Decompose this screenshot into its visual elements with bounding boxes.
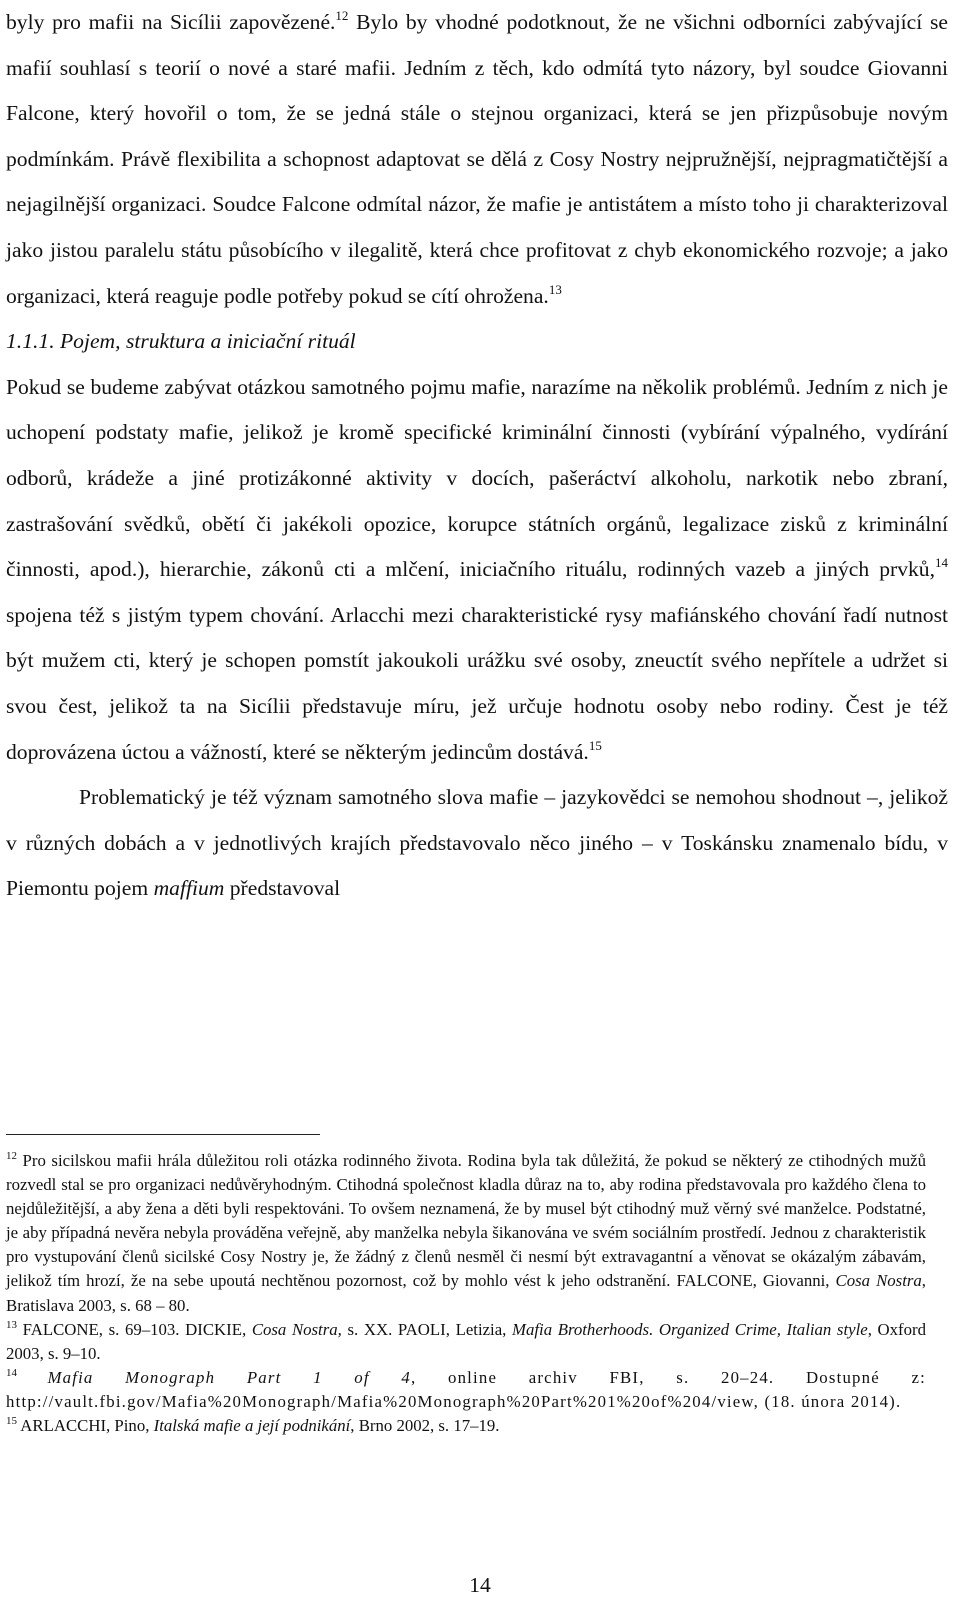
footnote-13-italic-a: Cosa Nostra, bbox=[251, 1319, 342, 1339]
footnote-12 bbox=[6, 1149, 926, 1318]
section-heading: 1.1.1. Pojem, struktura a iniciační rituál bbox=[6, 329, 356, 354]
paragraph-1-text-b: Bylo by vhodné podotknout, že ne všichni odborníci zabývající se mafií souhlasí s teorií o nové a staré mafii. Jedním z těch, kdo odmítá tyto názory, byl soudce Giovanni Falcone, který hovořil o tom, že se jedná stále o stejnou organizaci, která se jen přizpůsobuje novým podmínkám. Právě flexibilita a schopnost adaptovat se dělá z Cosy Nostry nejpružnější, nejpragmatičtější a nejagilnější organizaci. Soudce Falcone odmítal názor, že mafie je antistátem a místo toho ji charakterizoval jako jistou paralelu státu působícího v ilegalitě, která chce profitovat z chyb ekonomického rozvoje; a jako organizaci, která reaguje podle potřeby pokud se cítí ohrožena. bbox=[6, 10, 948, 308]
footnote-15-italic: Italská mafie a její podnikání bbox=[153, 1416, 351, 1436]
footnotes bbox=[6, 1149, 926, 1438]
paragraph-3 bbox=[6, 775, 948, 912]
footnote-14 bbox=[6, 1366, 926, 1414]
footnote-number-15: 15 bbox=[6, 1415, 17, 1428]
footnote-ref-13[interactable]: 13 bbox=[548, 281, 562, 297]
paragraph-3-text-a: Problematický je též význam samotného slova mafie – jazykovědci se nemohou shodnout –, jelikož v různých dobách a v jednotlivých krajích představovalo něco jiného – v Toskánsku znamenalo bídu, v Piemontu pojem bbox=[6, 785, 948, 901]
paragraph-1 bbox=[6, 0, 948, 319]
footnote-13 bbox=[6, 1318, 926, 1366]
footnote-number-13: 13 bbox=[6, 1318, 17, 1331]
paragraph-2 bbox=[6, 365, 948, 775]
footnote-ref-15[interactable]: 15 bbox=[588, 737, 602, 753]
footnote-separator bbox=[6, 1134, 320, 1135]
main-text bbox=[6, 0, 948, 912]
footnote-number-14: 14 bbox=[6, 1366, 17, 1379]
footnote-12-text-a: Pro sicilskou mafii hrála důležitou roli otázka rodinného života. Rodina byla tak důležitá, že pokud se některý ze ctihodných mužů rozvedl stal se pro organizaci nedůvěryhodným. Ctihodná společnost kladla důraz na to, aby rodina představovala pro každého člena to nejdůležitější, a aby žena a děti byli respektováni. To ovšem neznamená, že by musel být ctihodný muž věrný své manželce. Podstatné, je aby případná nevěra nebyla prováděna veřejně, aby manželka nebyla šikanována ve svém sociálním prostředí. Jednou z charakteristik pro vystupování členů sicilské Cosy Nostry je, že žádný z členů nesměl či nesmí být extravagantní a věnovat se okázalým zábavám, jelikož tím hrozí, že na sebe upoutá nechtěnou pozornost, což by mohlo vést k jeho odstranění. FALCONE, Giovanni, bbox=[6, 1151, 926, 1291]
footnote-14-text[interactable]: , online archiv FBI, s. 20–24. Dostupné z: http://vault.fbi.gov/Mafia%20Monograph/Mafia%20Monograph%20Part%201%20of%204/view, (18. února 2014). bbox=[6, 1367, 927, 1411]
footnote-13-italic-b: Mafia Brotherhoods. Organized Crime, Italian style bbox=[512, 1319, 868, 1339]
footnote-13-text-b: s. XX. PAOLI, Letizia, bbox=[341, 1319, 512, 1339]
footnote-ref-14[interactable]: 14 bbox=[935, 555, 948, 571]
paragraph-2-text-a: Pokud se budeme zabývat otázkou samotného pojmu mafie, narazíme na několik problémů. Jedním z nich je uchopení podstaty mafie, jelikož je kromě specifické kriminální činnosti (vybírání výpalného, vydírání odborů, krádeže a jiné protizákonné aktivity v docích, pašeráctví alkoholu, narkotik nebo zbraní, zastrašování svědků, obětí či jakékoli opozice, korupce státních orgánů, legalizace zisků z kriminální činnosti, apod.), hierarchie, zákonů cti a mlčení, iniciačního rituálu, rodinných vazeb a jiných prvků, bbox=[6, 374, 948, 582]
paragraph-2-text-b: spojena též s jistým typem chování. Arlacchi mezi charakteristické rysy mafiánského chování řadí nutnost být mužem cti, který je schopen pomstít jakoukoli urážku své osoby, zneuctít svého nepřítele a udržet si svou čest, jelikož ta na Sicílii představuje míru, jež určuje hodnotu osoby nebo rodiny. Čest je též doprovázena úctou a vážností, které se některým jedincům dostává. bbox=[6, 602, 948, 764]
footnote-13-text-a: FALCONE, s. 69–103. DICKIE, bbox=[17, 1319, 252, 1339]
footnote-15-text-b: , Brno 2002, s. 17–19. bbox=[350, 1416, 500, 1436]
footnote-ref-12[interactable]: 12 bbox=[335, 8, 349, 23]
footnote-12-text-b: , Bratislava 2003, s. 68 – 80. bbox=[6, 1271, 926, 1315]
footnote-number-12: 12 bbox=[6, 1150, 17, 1162]
footnote-13-text-c: , Oxford 2003, s. 9–10. bbox=[6, 1319, 926, 1363]
page-body bbox=[6, 0, 948, 912]
paragraph-3-text-b: představoval bbox=[224, 876, 341, 901]
page-number: 14 bbox=[469, 1573, 491, 1597]
footnote-15-text-a: ARLACCHI, Pino, bbox=[17, 1416, 154, 1436]
paragraph-3-italic-term: maffium bbox=[153, 876, 225, 901]
paragraph-1-text-a: byly pro mafii na Sicílii zapovězené. bbox=[6, 10, 336, 34]
footnote-15 bbox=[6, 1414, 926, 1438]
footnote-14-italic: Mafia Monograph Part 1 of 4 bbox=[47, 1367, 411, 1387]
footnote-12-italic: Cosa Nostra bbox=[835, 1271, 922, 1291]
